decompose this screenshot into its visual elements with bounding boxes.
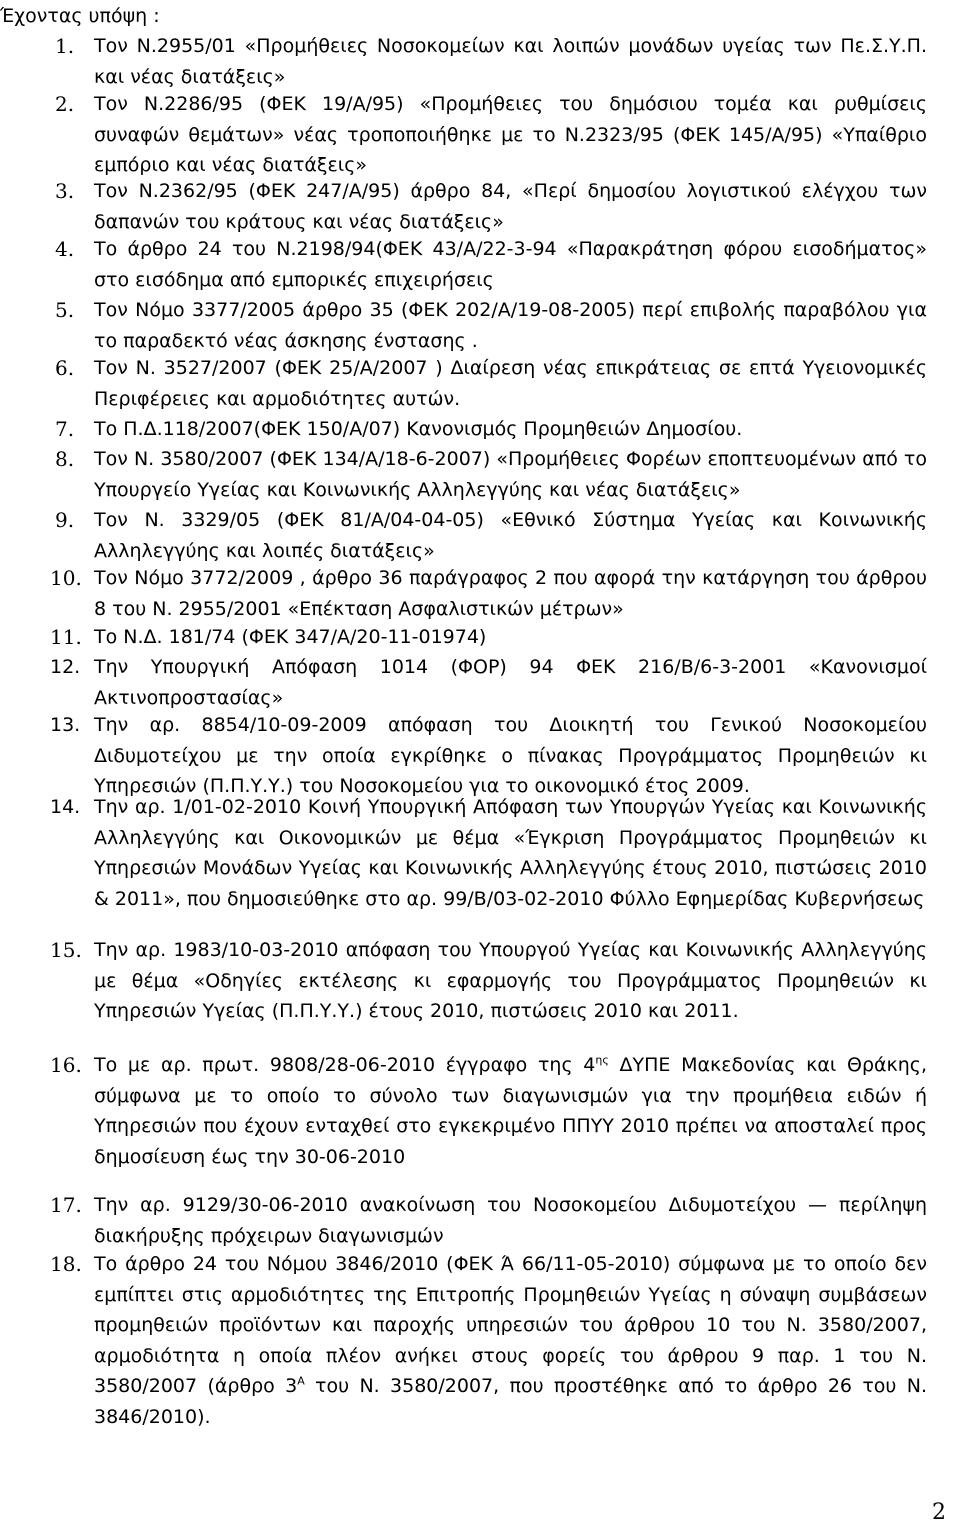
- superscript: ης: [595, 1053, 609, 1067]
- item-number: 15.: [50, 938, 82, 962]
- item-text: Τον Νόμο 3772/2009 , άρθρο 36 παράγραφος 2 που αφορά την κατάργηση του άρθρου 8 του Ν. 2955/2001 «Επέκταση Ασφαλιστικών μέτρων»: [94, 567, 927, 620]
- item-number: 4.: [55, 237, 75, 261]
- item-number: 2.: [55, 92, 75, 116]
- item-text: Την Υπουργική Απόφαση 1014 (ΦΟΡ) 94 ΦΕΚ 216/Β/6-3-2001 «Κανονισμοί Ακτινοπροστασίας»: [94, 656, 927, 709]
- item-number: 9.: [55, 508, 75, 532]
- item-number: 18.: [50, 1252, 82, 1276]
- superscript: Α: [297, 1374, 305, 1388]
- item-text: Τον Ν. 3527/2007 (ΦΕΚ 25/Α/2007 ) Διαίρεση νέας επικράτειας σε επτά Υγειονομικές Περιφέρειες και αρμοδιότητες αυτών.: [94, 357, 927, 410]
- page-number: 2: [932, 1500, 946, 1525]
- item-number: 17.: [50, 1193, 82, 1217]
- item-text: Τον Ν. 3580/2007 (ΦΕΚ 134/Α/18-6-2007) «Προμήθειες Φορέων εποπτευομένων από το Υπουργείο Υγείας και Κοινωνικής Αλληλεγγύης και νέας διατάξεις»: [94, 448, 927, 501]
- item-text: Την αρ. 1/01-02-2010 Κοινή Υπουργική Απόφαση των Υπουργών Υγείας και Κοινωνικής Αλληλεγγύης και Οικονομικών με θέμα «Έγκριση Προγράμματος Προμηθειών κι Υπηρεσιών Μονάδων Υγείας και Κοινωνικής Αλληλεγγύης έτους 2010, πιστώσεις 2010 & 2011», που δημοσιεύθηκε στο αρ. 99/Β/03-02-2010 Φύλλο Εφημερίδας Κυβερνήσεως: [94, 796, 927, 910]
- item-text: Τον Ν.2362/95 (ΦΕΚ 247/Α/95) άρθρο 84, «Περί δημοσίου λογιστικού ελέγχου των δαπανών του κράτους και νέας διατάξεις»: [94, 180, 927, 233]
- item-text: Την αρ. 9129/30-06-2010 ανακοίνωση του Νοσοκομείου Διδυμοτείχου — περίληψη διακήρυξης πρόχειρων διαγωνισμών: [94, 1194, 927, 1247]
- item-number: 13.: [50, 714, 81, 736]
- item-text: Την αρ. 8854/10-09-2009 απόφαση του Διοικητή του Γενικού Νοσοκομείου Διδυμοτείχου με την οποία εγκρίθηκε ο πίνακας Προγράμματος Προμηθειών κι Υπηρεσιών (Π.Π.Υ.Υ.) του Νοσοκομείου για το οικονομικό έτος 2009.: [94, 714, 927, 797]
- item-number: 8.: [55, 447, 75, 471]
- item-number: 1.: [55, 34, 75, 58]
- item-number: 7.: [55, 417, 75, 441]
- item-text: Τον Νόμο 3377/2005 άρθρο 35 (ΦΕΚ 202/Α/19-08-2005) περί επιβολής παραβόλου για το παραδεκτό νέας άσκησης ένστασης .: [94, 299, 927, 352]
- item-number: 16.: [50, 1053, 82, 1077]
- intro-heading: Έχοντας υπόψη :: [0, 5, 160, 27]
- item-text: Τον Ν. 3329/05 (ΦΕΚ 81/Α/04-04-05) «Εθνικό Σύστημα Υγείας και Κοινωνικής Αλληλεγγύης και λοιπές διατάξεις»: [94, 509, 927, 562]
- item-text: Τον Ν.2286/95 (ΦΕΚ 19/Α/95) «Προμήθειες του δημόσιου τομέα και ρυθμίσεις συναφών θεμάτων» νέας τροποποιήθηκε με το Ν.2323/95 (ΦΕΚ 145/Α/95) «Υπαίθριο εμπόριο και νέας διατάξεις»: [94, 93, 927, 176]
- item-number: 14.: [50, 796, 81, 818]
- item-text: Το Ν.Δ. 181/74 (ΦΕΚ 347/Α/20-11-01974): [94, 626, 487, 648]
- item-number: 12.: [50, 656, 81, 678]
- item-number: 5.: [55, 298, 75, 322]
- item-number: 3.: [55, 179, 75, 203]
- item-text: Τον Ν.2955/01 «Προμήθειες Νοσοκομείων και λοιπών μονάδων υγείας των Πε.Σ.Υ.Π. και νέας διατάξεις»: [94, 35, 927, 88]
- item-number: 6.: [55, 356, 75, 380]
- item-text: Το με αρ. πρωτ. 9808/28-06-2010 έγγραφο της $4^{\eta\varsigma}$ ΔΥΠΕ Μακεδονίας και Θράκης, σύμφωνα με το οποίο το σύνολο των διαγωνισμών για την προμήθεια ειδών ή Υπηρεσιών που έχουν ενταχθεί στο εγκεκριμένο ΠΠΥΥ 2010 πρέπει να αποσταλεί προς δημοσίευση έως την 30-06-2010: [94, 1053, 927, 1168]
- item-text: Το άρθρο 24 του Νόμου 3846/2010 (ΦΕΚ Ά 66/11-05-2010) σύμφωνα με το οποίο δεν εμπίπτει στις αρμοδιότητες της Επιτροπής Προμηθειών Υγείας η σύναψη συμβάσεων προμηθειών προϊόντων και παροχής υπηρεσιών του άρθρου 10 του Ν. 3580/2007, αρμοδιότητα η οποία πλέον ανήκει στους φορείς του άρθρου 9 παρ. 1 του Ν. 3580/2007 (άρθρο $3^A$ του Ν. 3580/2007, που προστέθηκε από το άρθρο 26 του Ν. 3846/2010).: [94, 1253, 927, 1428]
- item-text: Το Π.Δ.118/2007(ΦΕΚ 150/Α/07) Κανονισμός Προμηθειών Δημοσίου.: [94, 418, 743, 440]
- item-number: 10.: [50, 566, 82, 590]
- item-text: Το άρθρο 24 του Ν.2198/94(ΦΕΚ 43/Α/22-3-94 «Παρακράτηση φόρου εισοδήματος» στο εισόδημα από εμπορικές επιχειρήσεις: [94, 238, 927, 291]
- item-text: Την αρ. 1983/10-03-2010 απόφαση του Υπουργού Υγείας και Κοινωνικής Αλληλεγγύης με θέμα «Οδηγίες εκτέλεσης κι εφαρμογής του Προγράμματος Προμηθειών κι Υπηρεσιών Υγείας (Π.Π.Υ.Υ.) έτους 2010, πιστώσεις 2010 και 2011.: [94, 939, 927, 1022]
- item-number: 11.: [50, 625, 82, 649]
